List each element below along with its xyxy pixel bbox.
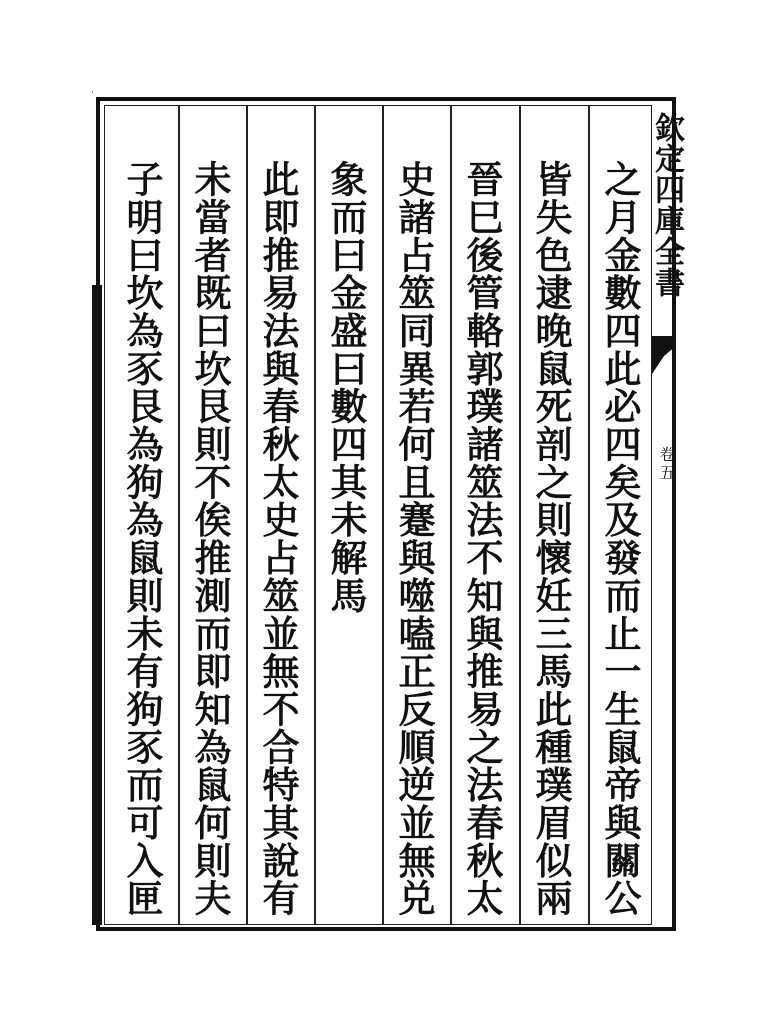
text-column-3: 晉巳後管輅郭璞諸筮法不知與推易之法春秋太 bbox=[460, 160, 504, 917]
binding-shadow bbox=[92, 285, 102, 925]
text-column-2: 皆失色逮晚鼠死剖之則懷妊三馬此種璞眉似兩 bbox=[529, 160, 573, 917]
book-title: 欽定四庫全書 bbox=[649, 112, 684, 298]
column-divider bbox=[382, 106, 384, 924]
volume-label: 卷五 bbox=[657, 446, 676, 482]
column-divider bbox=[314, 106, 316, 924]
fishtail-mark-icon bbox=[652, 336, 676, 374]
text-column-4: 史諸占筮同異若何且蹇與噬嗑正反順逆並無兑 bbox=[392, 160, 436, 917]
text-column-8: 子明曰坎為豕艮為狗為鼠則未有狗豕而可入匣 bbox=[120, 160, 164, 917]
text-column-1: 之月金數四此必四矣及發而止一生鼠帝與關公 bbox=[598, 160, 642, 917]
corner-mark: ˙ bbox=[90, 91, 95, 102]
column-divider bbox=[246, 106, 248, 924]
column-divider bbox=[178, 106, 180, 924]
text-column-6: 此即推易法與春秋太史占筮並無不合特其說有 bbox=[256, 160, 300, 917]
text-column-7: 未當者既曰坎艮則不俟推測而即知為鼠何則夫 bbox=[188, 160, 232, 917]
text-column-5: 象而曰金盛曰數四其未解馬 bbox=[324, 160, 368, 615]
column-divider bbox=[450, 106, 452, 924]
column-divider bbox=[519, 106, 521, 924]
column-divider bbox=[588, 106, 590, 924]
